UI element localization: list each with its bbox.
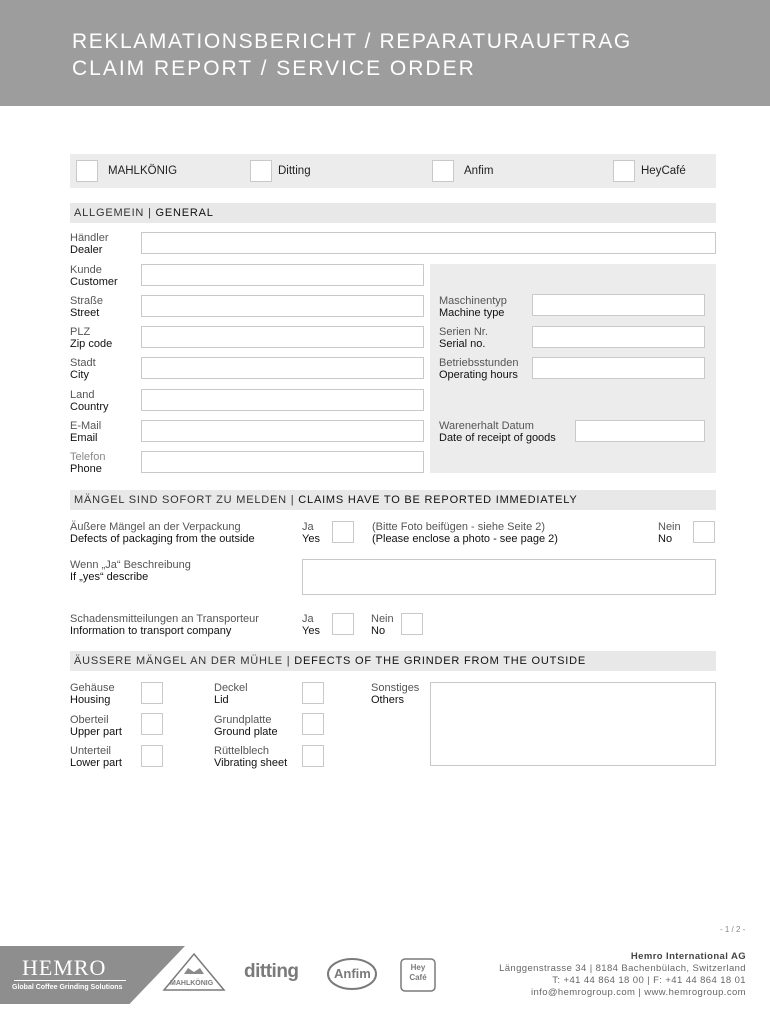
label-packaging-defects: Äußere Mängel an der Verpackung Defects of packaging from the outside (70, 521, 255, 545)
label-housing: Gehäuse Housing (70, 682, 115, 706)
anfim-logo: Anfim (334, 966, 371, 981)
heading-separator: | (282, 655, 295, 667)
ground-plate-checkbox[interactable] (302, 713, 324, 735)
upper-part-checkbox[interactable] (141, 713, 163, 735)
brand-option-heycafe[interactable] (613, 158, 686, 184)
company-web: info@hemrogroup.com | www.hemrogroup.com (530, 987, 746, 998)
phone-input[interactable] (141, 451, 424, 473)
brand-checkbox[interactable] (76, 160, 98, 182)
label-photo-note: (Bitte Foto beifügen - siehe Seite 2) (Please enclose a photo - see page 2) (372, 521, 558, 545)
label-others: Sonstiges Others (371, 682, 420, 706)
city-input[interactable] (141, 357, 424, 379)
label-city: Stadt City (70, 357, 96, 381)
heading-separator: | (144, 207, 156, 219)
email-input[interactable] (141, 420, 424, 442)
heading-de: ALLGEMEIN (74, 207, 145, 219)
brand-selection-bar (70, 154, 716, 188)
receipt-date-input[interactable] (575, 420, 705, 442)
section-heading-defects (70, 651, 716, 671)
brand-checkbox[interactable] (613, 160, 635, 182)
section-heading-claims (70, 490, 716, 510)
label-serial-no: Serien Nr. Serial no. (439, 326, 488, 350)
label-phone: Telefon Phone (70, 451, 106, 475)
others-textarea[interactable] (430, 682, 716, 766)
brand-option-ditting[interactable] (250, 158, 311, 184)
brand-checkbox[interactable] (432, 160, 454, 182)
transport-yes-checkbox[interactable] (332, 613, 354, 635)
label-no: Nein No (371, 613, 394, 637)
label-upper-part: Oberteil Upper part (70, 714, 122, 738)
title-german: REKLAMATIONSBERICHT / REPARATURAUFTRAG (72, 30, 632, 53)
label-zip: PLZ Zip code (70, 326, 113, 350)
hemro-tagline: Global Coffee Grinding Solutions (12, 984, 123, 991)
mahlkoenig-logo-text: MAHLKÖNIG (170, 980, 214, 987)
ditting-logo: ditting (244, 961, 299, 982)
label-ground-plate: Grundplatte Ground plate (214, 714, 278, 738)
lid-checkbox[interactable] (302, 682, 324, 704)
label-receipt-date: Warenerhalt Datum Date of receipt of goods (439, 420, 556, 444)
label-vibrating-sheet: Rüttelblech Vibrating sheet (214, 745, 288, 769)
label-machine-type: Maschinentyp Machine type (439, 295, 507, 319)
label-lower-part: Unterteil Lower part (70, 745, 122, 769)
housing-checkbox[interactable] (141, 682, 163, 704)
brand-option-anfim[interactable] (432, 158, 493, 184)
machine-type-input[interactable] (532, 294, 705, 316)
label-transport-info: Schadensmitteilungen an Transporteur Information to transport company (70, 613, 259, 637)
country-input[interactable] (141, 389, 424, 411)
zip-input[interactable] (141, 326, 424, 348)
label-country: Land Country (70, 389, 109, 413)
label-describe: Wenn „Ja“ Beschreibung If „yes“ describe (70, 559, 191, 583)
vibrating-sheet-checkbox[interactable] (302, 745, 324, 767)
heading-de: MÄNGEL SIND SOFORT ZU MELDEN (74, 494, 287, 506)
brand-label: Anfim (464, 165, 494, 177)
company-phone: T: +41 44 864 18 00 | F: +41 44 864 18 01 (552, 975, 746, 986)
brand-label: MAHLKÖNIG (108, 165, 178, 177)
label-dealer: Händler Dealer (70, 232, 109, 256)
heading-de: ÄUSSERE MÄNGEL AN DER MÜHLE (74, 655, 283, 667)
label-lid: Deckel Lid (214, 682, 248, 706)
brand-label: HeyCafé (641, 165, 686, 177)
lower-part-checkbox[interactable] (141, 745, 163, 767)
dealer-input[interactable] (141, 232, 716, 254)
label-operating-hours: Betriebsstunden Operating hours (439, 357, 519, 381)
section-heading-general (70, 203, 716, 223)
label-street: Straße Street (70, 295, 104, 319)
label-yes: Ja Yes (302, 613, 320, 637)
company-street: Länggenstrasse 34 | 8184 Bachenbülach, Switzerland (499, 963, 746, 974)
heading-en: GENERAL (155, 207, 214, 219)
page-number: - 1 / 2 - (720, 925, 746, 934)
describe-textarea[interactable] (302, 559, 716, 595)
packaging-no-checkbox[interactable] (693, 521, 715, 543)
heading-separator: | (286, 494, 299, 506)
label-yes: Ja Yes (302, 521, 320, 545)
brand-label: Ditting (278, 165, 311, 177)
brand-option-mahlkoenig[interactable] (76, 158, 177, 184)
serial-no-input[interactable] (532, 326, 705, 348)
heading-en: DEFECTS OF THE GRINDER FROM THE OUTSIDE (294, 655, 586, 667)
label-email: E-Mail Email (70, 420, 102, 444)
mahlkoenig-logo-icon (162, 952, 226, 994)
packaging-yes-checkbox[interactable] (332, 521, 354, 543)
label-customer: Kunde Customer (70, 264, 118, 288)
label-no: Nein No (658, 521, 681, 545)
page-header (0, 0, 770, 106)
hemro-logo-underline (14, 980, 126, 981)
hemro-logo: HEMRO (22, 955, 107, 980)
heading-en: CLAIMS HAVE TO BE REPORTED IMMEDIATELY (298, 494, 578, 506)
transport-no-checkbox[interactable] (401, 613, 423, 635)
company-name: Hemro International AG (630, 951, 746, 962)
title-english: CLAIM REPORT / SERVICE ORDER (72, 57, 476, 80)
customer-input[interactable] (141, 264, 424, 286)
company-address-block (499, 951, 746, 999)
brand-checkbox[interactable] (250, 160, 272, 182)
street-input[interactable] (141, 295, 424, 317)
operating-hours-input[interactable] (532, 357, 705, 379)
heycafe-logo: Hey Café (409, 963, 427, 982)
